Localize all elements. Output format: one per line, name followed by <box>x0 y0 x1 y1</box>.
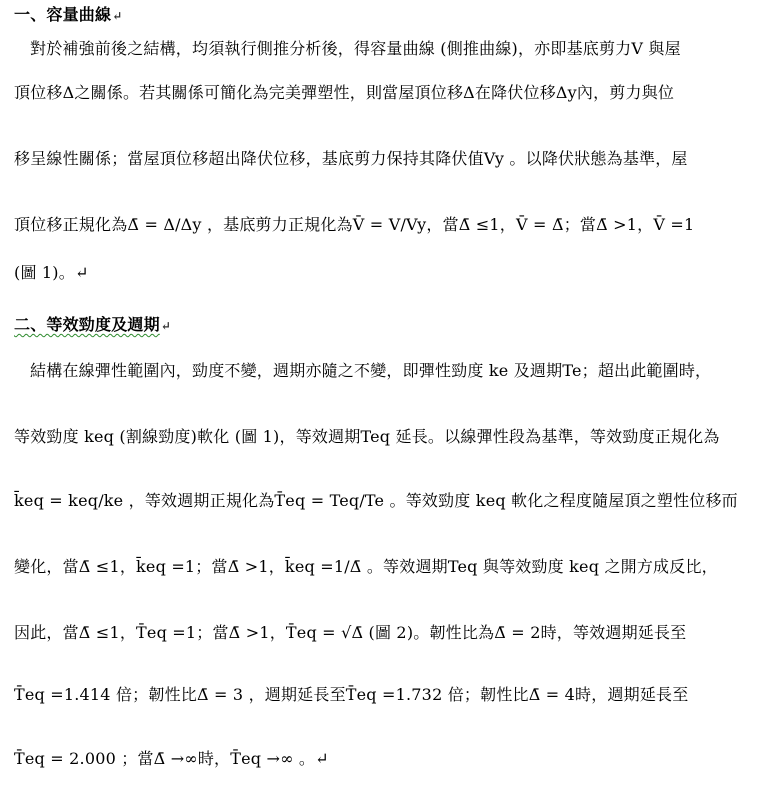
section-1-title: 一、容量曲線 <box>14 5 112 24</box>
section-heading <box>14 4 763 27</box>
paragraph-line: 等效勁度 keq (割線勁度)軟化 (圖 1)，等效週期Teq 延長。以線彈性段為基準，等效勁度正規化為 <box>14 427 720 446</box>
paragraph-line: 對於補強前後之結構，均須執行側推分析後，得容量曲線 (側推曲線)，亦即基底剪力V 與屋 <box>30 39 681 58</box>
paragraph-line: (圖 1)。↵ <box>14 263 89 282</box>
paragraph-line: k̄eq = keq/ke ，等效週期正規化為T̄eq = Teq/Te 。等效勁度 keq 軟化之程度隨屋頂之塑性位移而 <box>14 491 738 510</box>
paragraph-line: 頂位移正規化為Δ̄ = Δ/Δy ，基底剪力正規化為V̄ = V/Vy，當Δ̄ ≤1，V̄ = Δ̄；當Δ̄ >1，V̄ =1 <box>14 215 695 234</box>
paragraph-line: 因此，當Δ̄ ≤1，T̄eq =1；當Δ̄ >1，T̄eq = √Δ̄ (圖 2)。韌性比為Δ̄ = 2時，等效週期延長至 <box>14 623 687 642</box>
paragraph-line: 結構在線彈性範圍內，勁度不變，週期亦隨之不變，即彈性勁度 ke 及週期Te；超出此範圍時， <box>30 361 712 380</box>
paragraph-line: 移呈線性關係；當屋頂位移超出降伏位移，基底剪力保持其降伏值Vy 。以降伏狀態為基準，屋 <box>14 149 688 168</box>
section-heading <box>14 314 763 337</box>
paragraph-line: 變化，當Δ̄ ≤1，k̄eq =1；當Δ̄ >1，k̄eq =1/Δ̄ 。等效週期Teq 與等效勁度 keq 之開方成反比， <box>14 557 718 576</box>
paragraph-line: 頂位移Δ之關係。若其關係可簡化為完美彈塑性，則當屋頂位移Δ在降伏位移Δy內，剪力與位 <box>14 83 675 102</box>
paragraph-mark: ↵ <box>160 319 172 333</box>
paragraph-line: T̄eq = 2.000 ；當Δ̄ →∞時，T̄eq →∞ 。↵ <box>14 749 329 768</box>
section-2-title: 二、等效勁度及週期 <box>14 315 160 334</box>
paragraph-line: T̄eq =1.414 倍；韌性比Δ̄ = 3 ，週期延長至T̄eq =1.732 倍；韌性比Δ̄ = 4時，週期延長至 <box>14 685 689 704</box>
paragraph-mark: ↵ <box>112 9 123 23</box>
